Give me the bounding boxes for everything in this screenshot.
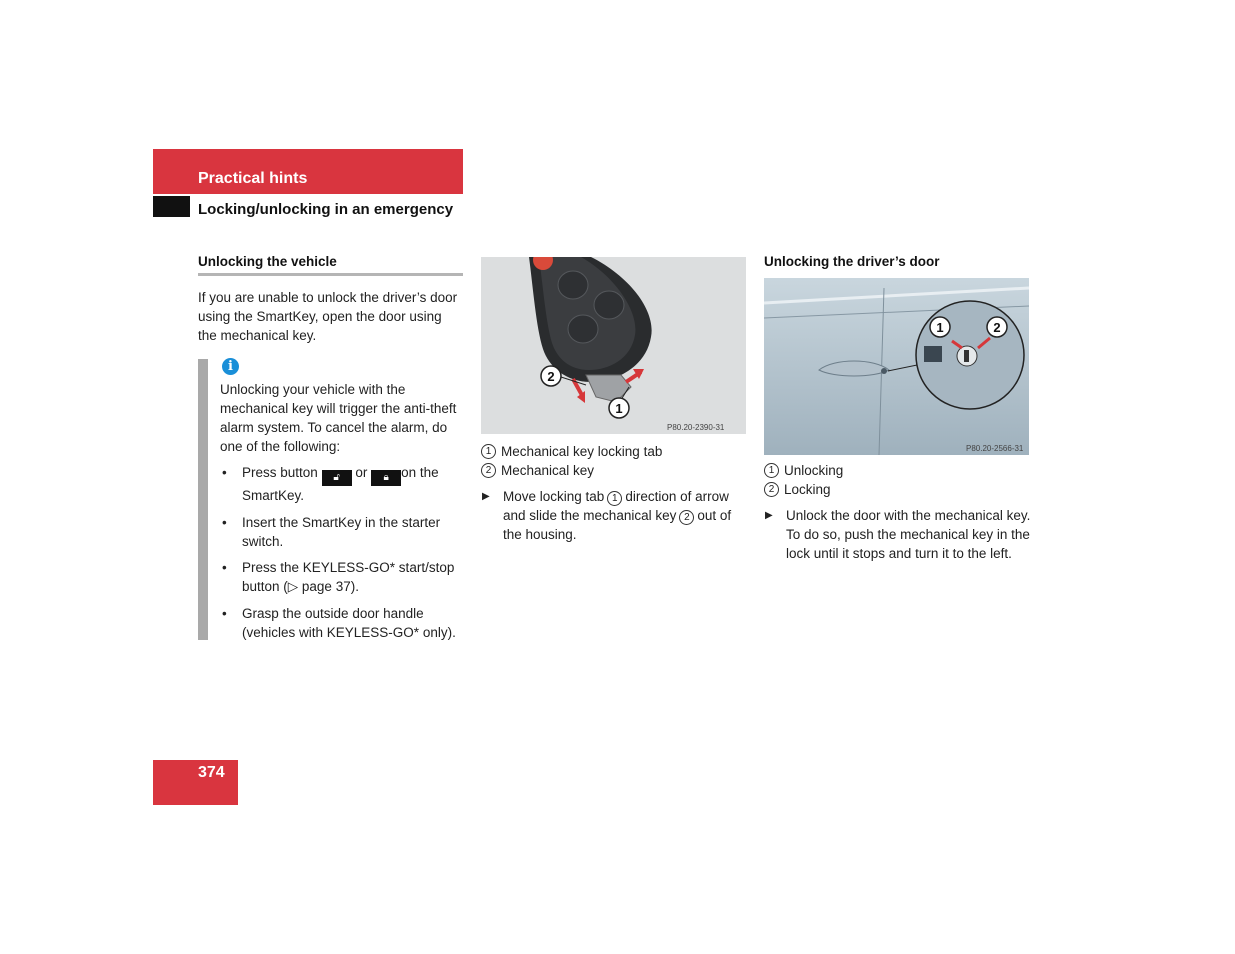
step-arrow-icon: ▶ — [482, 491, 490, 502]
right-legend — [764, 461, 1029, 499]
smartkey-figure — [481, 257, 746, 434]
right-heading: Unlocking the driver’s door — [764, 254, 940, 269]
smartkey-illustration — [481, 257, 746, 434]
legend-item: 2 Mechanical key — [481, 461, 746, 480]
heading-rule — [198, 273, 463, 276]
figure-code: P80.20-2566-31 — [966, 444, 1024, 453]
legend-item: 2 Locking — [764, 480, 1029, 499]
info-bullets — [220, 463, 465, 649]
page-number-box — [153, 760, 238, 805]
legend-item: 1 Unlocking — [764, 461, 1029, 480]
info-text: Unlocking your vehicle with the mechanical key will trigger the anti-theft alarm system. To cancel the alarm, do one of the following: — [220, 382, 457, 454]
callout-2: 2 — [547, 369, 555, 384]
lock-button-icon: 🔒︎ — [371, 470, 401, 486]
list-item: • Press button 🔓︎ or 🔒︎ on the SmartKey. — [222, 465, 439, 503]
list-item: • Insert the SmartKey in the starter switch. — [222, 514, 441, 549]
subsection-title: Locking/unlocking in an emergency — [198, 201, 454, 218]
door-figure — [764, 278, 1029, 455]
callout-1: 1 — [936, 320, 944, 335]
subsection-marker — [153, 196, 190, 217]
left-heading: Unlocking the vehicle — [198, 254, 337, 269]
callout-1: 1 — [615, 401, 623, 416]
list-item: • Grasp the outside door handle (vehicles with KEYLESS-GO* only). — [222, 605, 456, 640]
list-item: • Press the KEYLESS-GO* start/stop button (▷ page 37). — [222, 560, 455, 594]
info-bar — [198, 359, 208, 640]
figure-code: P80.20-2390-31 — [667, 423, 725, 432]
info-icon: i — [222, 358, 239, 375]
middle-legend — [481, 442, 746, 480]
intro-text: If you are unable to unlock the driver’s door using the SmartKey, open the door using the mechanical key. — [198, 290, 458, 343]
step-arrow-icon: ▶ — [765, 510, 773, 521]
unlock-button-icon: 🔓︎ — [322, 470, 352, 486]
section-title: Practical hints — [198, 170, 308, 187]
page-number: 374 — [198, 764, 225, 781]
callout-2: 2 — [993, 320, 1001, 335]
door-illustration — [764, 278, 1029, 455]
legend-item: 1 Mechanical key locking tab — [481, 442, 746, 461]
right-step: ▶ Unlock the door with the mechanical key. To do so, push the mechanical key in the lock until it stops and turn it to the left. — [765, 508, 1031, 561]
middle-step: ▶ Move locking tab 1 direction of arrow and slide the mechanical key 2 out of the housing. — [482, 489, 732, 542]
